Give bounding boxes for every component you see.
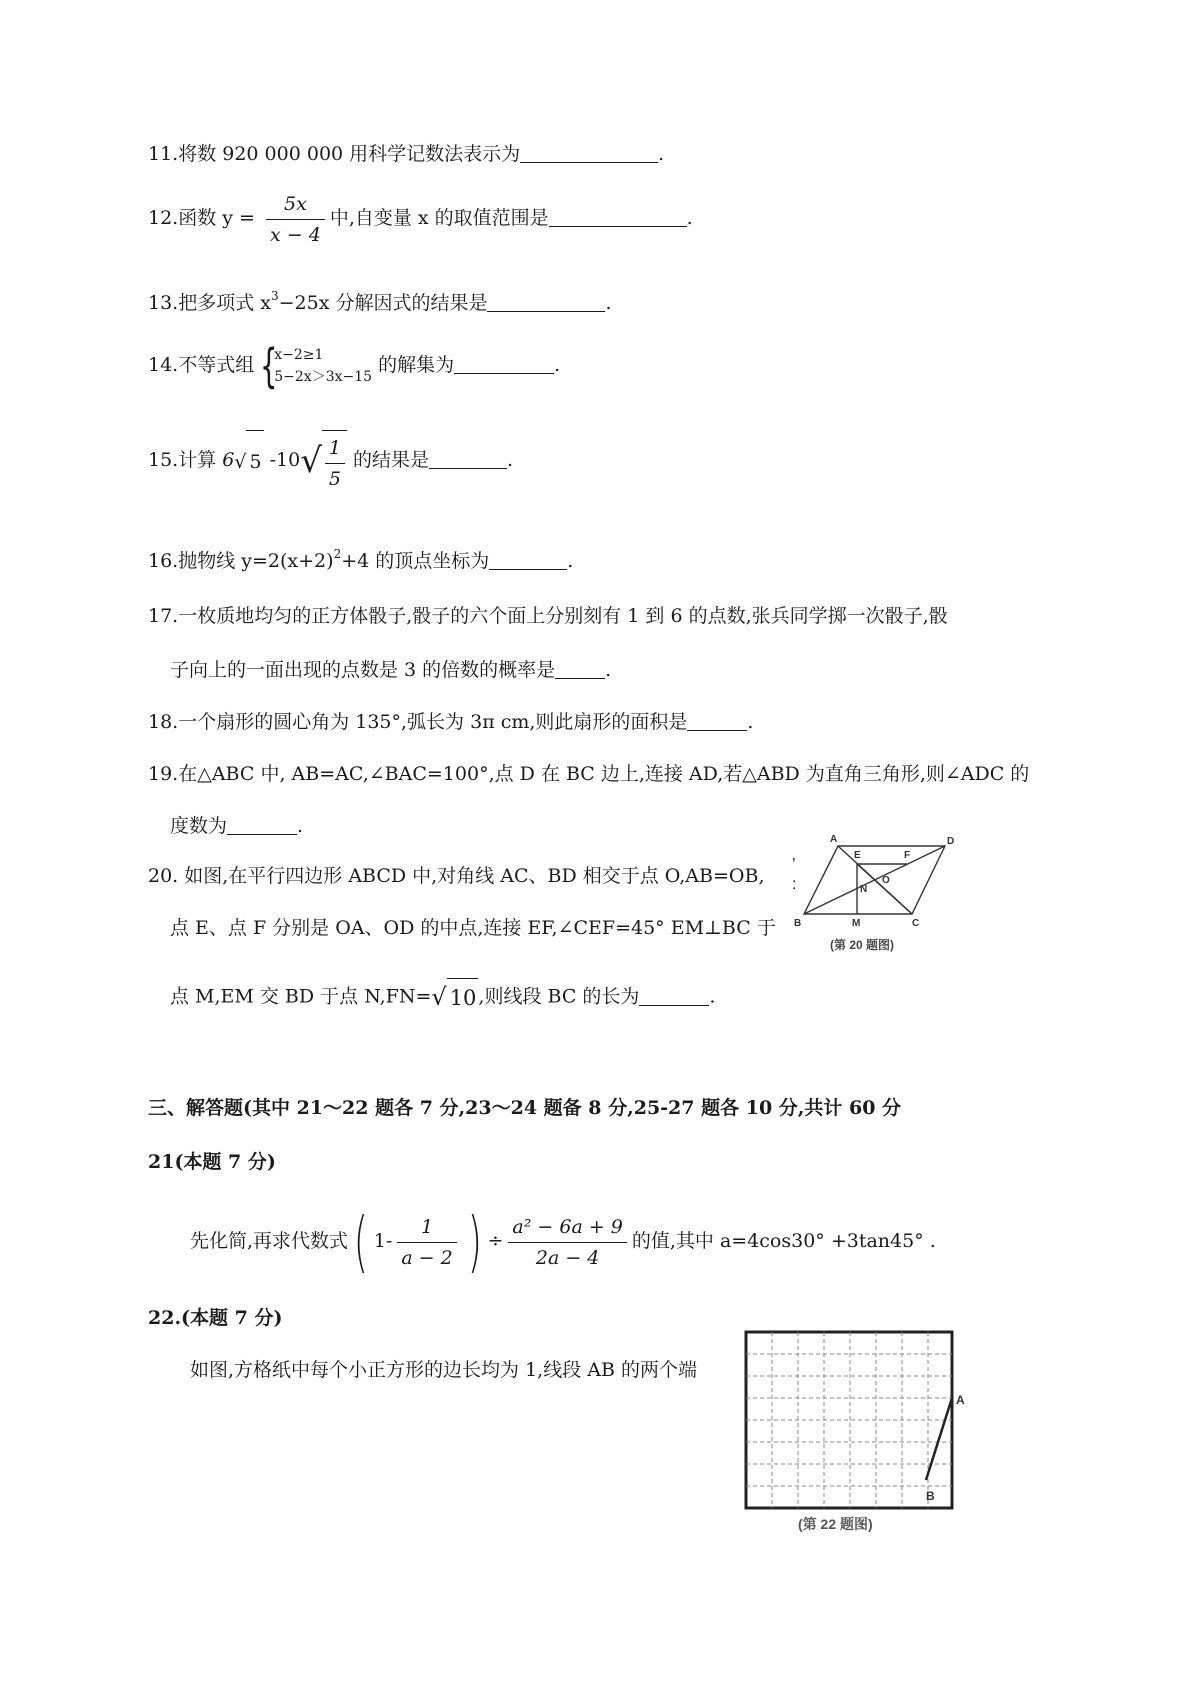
figure-22-caption: (第 22 题图): [798, 1516, 873, 1532]
fraction-denominator: a − 2: [401, 1246, 453, 1269]
answer-blank-18[interactable]: [687, 710, 747, 731]
question-22-text: 如图,方格纸中每个小正方形的边长均为 1,线段 AB 的两个端: [190, 1359, 697, 1381]
question-19-line-1: [148, 760, 1029, 788]
question-14-prefix: 14.不等式组: [148, 354, 255, 376]
question-20-text-cont2: 点 M,EM 交 BD 于点 N,FN=: [170, 985, 432, 1008]
period: .: [297, 815, 304, 837]
answer-blank-11[interactable]: [520, 142, 658, 163]
question-13-prefix: 13.把多项式 x: [148, 292, 271, 314]
left-paren-icon: (: [353, 1203, 369, 1280]
question-21-title: 21(本题 7 分): [148, 1151, 276, 1173]
period: .: [554, 354, 561, 376]
question-14-suffix: 的解集为: [378, 354, 455, 376]
fraction-denominator: x − 4: [270, 223, 321, 246]
question-13-suffix: −25x 分解因式的结果是: [278, 292, 488, 314]
label-c: C: [912, 918, 920, 929]
fraction-quadratic-over-linear: [508, 1215, 626, 1270]
right-paren-icon: ): [467, 1203, 482, 1280]
question-22-heading: [148, 1304, 283, 1332]
term-one-minus: 1-: [373, 1230, 393, 1252]
label-m: M: [852, 918, 861, 929]
label-d: D: [947, 836, 955, 847]
question-15-prefix: 15.计算: [148, 449, 217, 471]
question-17-text-cont: 子向上的一面出现的点数是 3 的倍数的概率是: [170, 659, 556, 681]
answer-blank-16[interactable]: [489, 549, 567, 570]
inequality-row-2: 5−2x＞3x−15: [274, 369, 373, 385]
fraction-numerator: 1: [325, 436, 345, 464]
question-21-prefix: 先化简,再求代数式: [190, 1230, 349, 1252]
question-19-text-cont: 度数为: [170, 815, 228, 837]
period: .: [507, 449, 514, 471]
minus-term: -10: [269, 449, 301, 471]
answer-blank-13[interactable]: [487, 291, 605, 312]
question-11-text: 11.将数 920 000 000 用科学记数法表示为: [148, 143, 521, 165]
answer-blank-19[interactable]: [227, 814, 297, 835]
answer-blank-20[interactable]: [639, 985, 709, 1006]
fraction-5x-over-x-4: [266, 192, 325, 247]
sqrt-10: √ 10: [431, 978, 478, 1017]
question-16-prefix: 16.抛物线 y=2(x+2): [148, 550, 334, 572]
fraction-numerator: a² − 6a + 9: [508, 1215, 626, 1243]
question-16-suffix: +4 的顶点坐标为: [341, 550, 490, 572]
grid-diagram: [744, 1330, 972, 1510]
exponent: 2: [333, 547, 342, 561]
question-21-suffix: 的值,其中 a=4cos30° +3tan45° .: [631, 1230, 936, 1252]
segment-ab: [926, 1398, 952, 1480]
inequality-system: [260, 339, 373, 393]
period: .: [658, 143, 665, 165]
question-20-text-cont: 点 E、点 F 分别是 OA、OD 的中点,连接 EF,∠CEF=45° EM⊥BC 于: [170, 917, 776, 939]
label-b: B: [794, 918, 802, 929]
question-20-text: 20. 如图,在平行四边形 ABCD 中,对角线 AC、BD 相交于点 O,AB=OB,: [148, 865, 765, 887]
radicand: 5: [246, 430, 263, 492]
radicand: 10: [447, 978, 479, 1016]
question-12-prefix: 12.函数 y =: [148, 207, 255, 229]
grid-lines: [746, 1332, 952, 1508]
answer-blank-15[interactable]: [429, 448, 507, 469]
question-18-text: 18.一个扇形的圆心角为 135°,弧长为 3π cm,则此扇形的面积是: [148, 711, 688, 733]
question-14: [148, 339, 561, 393]
coefficient: 6: [222, 449, 235, 471]
brace-icon: {: [260, 339, 278, 393]
question-13: [148, 282, 612, 317]
period: .: [686, 207, 693, 229]
fraction-denominator: 2a − 4: [535, 1246, 600, 1269]
figure-20-caption: (第 20 题图): [830, 938, 895, 952]
question-17-text: 17.一枚质地均匀的正方体骰子,骰子的六个面上分别刻有 1 到 6 的点数,张兵同学掷一次骰子,骰: [148, 605, 948, 627]
figure-20: [790, 828, 970, 960]
question-21-body: [190, 1203, 936, 1280]
question-20-line-3: [170, 978, 715, 1017]
question-22-title: 22.(本题 7 分): [148, 1307, 283, 1329]
section-3-heading: [148, 1094, 901, 1122]
question-22-body: [190, 1356, 697, 1384]
scan-mark: ’: [792, 856, 796, 873]
fraction-numerator: 5x: [266, 192, 325, 220]
fraction-numerator: 1: [397, 1215, 456, 1243]
question-12-suffix: 中,自变量 x 的取值范围是: [329, 207, 549, 229]
question-18: [148, 708, 753, 736]
inequality-row-1: x−2≥1: [274, 347, 324, 363]
question-16: [148, 540, 573, 575]
label-a: A: [956, 1393, 965, 1407]
fraction-denominator: 5: [328, 467, 341, 490]
label-e: E: [854, 850, 861, 861]
sqrt-5: √ 5: [234, 430, 263, 492]
question-21-heading: [148, 1148, 276, 1176]
question-11: [148, 140, 664, 168]
question-17-line-1: [148, 602, 948, 630]
section-3-title: 三、解答题(其中 21～22 题各 7 分,23～24 题备 8 分,25-27 题各 10 分,共计 60 分: [148, 1097, 902, 1119]
period: .: [747, 711, 754, 733]
sqrt-one-fifth: √ $\frac{1}{5}$: [300, 430, 347, 492]
answer-blank-14[interactable]: [454, 353, 554, 374]
question-15: [148, 430, 513, 492]
question-19-text: 19.在△ABC 中, AB=AC,∠BAC=100°,点 D 在 BC 边上,连接 AD,若△ABD 为直角三角形,则∠ADC 的: [148, 763, 1030, 785]
label-f: F: [904, 850, 911, 861]
label-n: N: [860, 884, 868, 895]
figure-22: [744, 1330, 972, 1540]
question-20-line-2: [170, 914, 776, 942]
label-o: O: [882, 875, 890, 886]
period: .: [567, 550, 574, 572]
label-b: B: [926, 1489, 935, 1503]
divide-sign: ÷: [487, 1230, 504, 1252]
scan-mark: :: [792, 876, 797, 893]
period: .: [605, 659, 612, 681]
question-19-line-2: [170, 812, 303, 840]
label-a: A: [830, 834, 838, 845]
question-17-line-2: [170, 656, 611, 684]
period: .: [605, 292, 612, 314]
answer-blank-12[interactable]: [549, 206, 687, 227]
fraction-1-over-a-2: [397, 1215, 456, 1270]
answer-blank-17[interactable]: [555, 658, 605, 679]
exponent: 3: [270, 289, 279, 303]
question-12: [148, 190, 693, 247]
question-15-suffix: 的结果是: [353, 449, 430, 471]
period: .: [709, 985, 716, 1008]
question-20-line-1: [148, 862, 764, 890]
parallelogram-diagram: [790, 828, 970, 938]
question-20-text-cont3: ,则线段 BC 的长为: [478, 985, 640, 1008]
